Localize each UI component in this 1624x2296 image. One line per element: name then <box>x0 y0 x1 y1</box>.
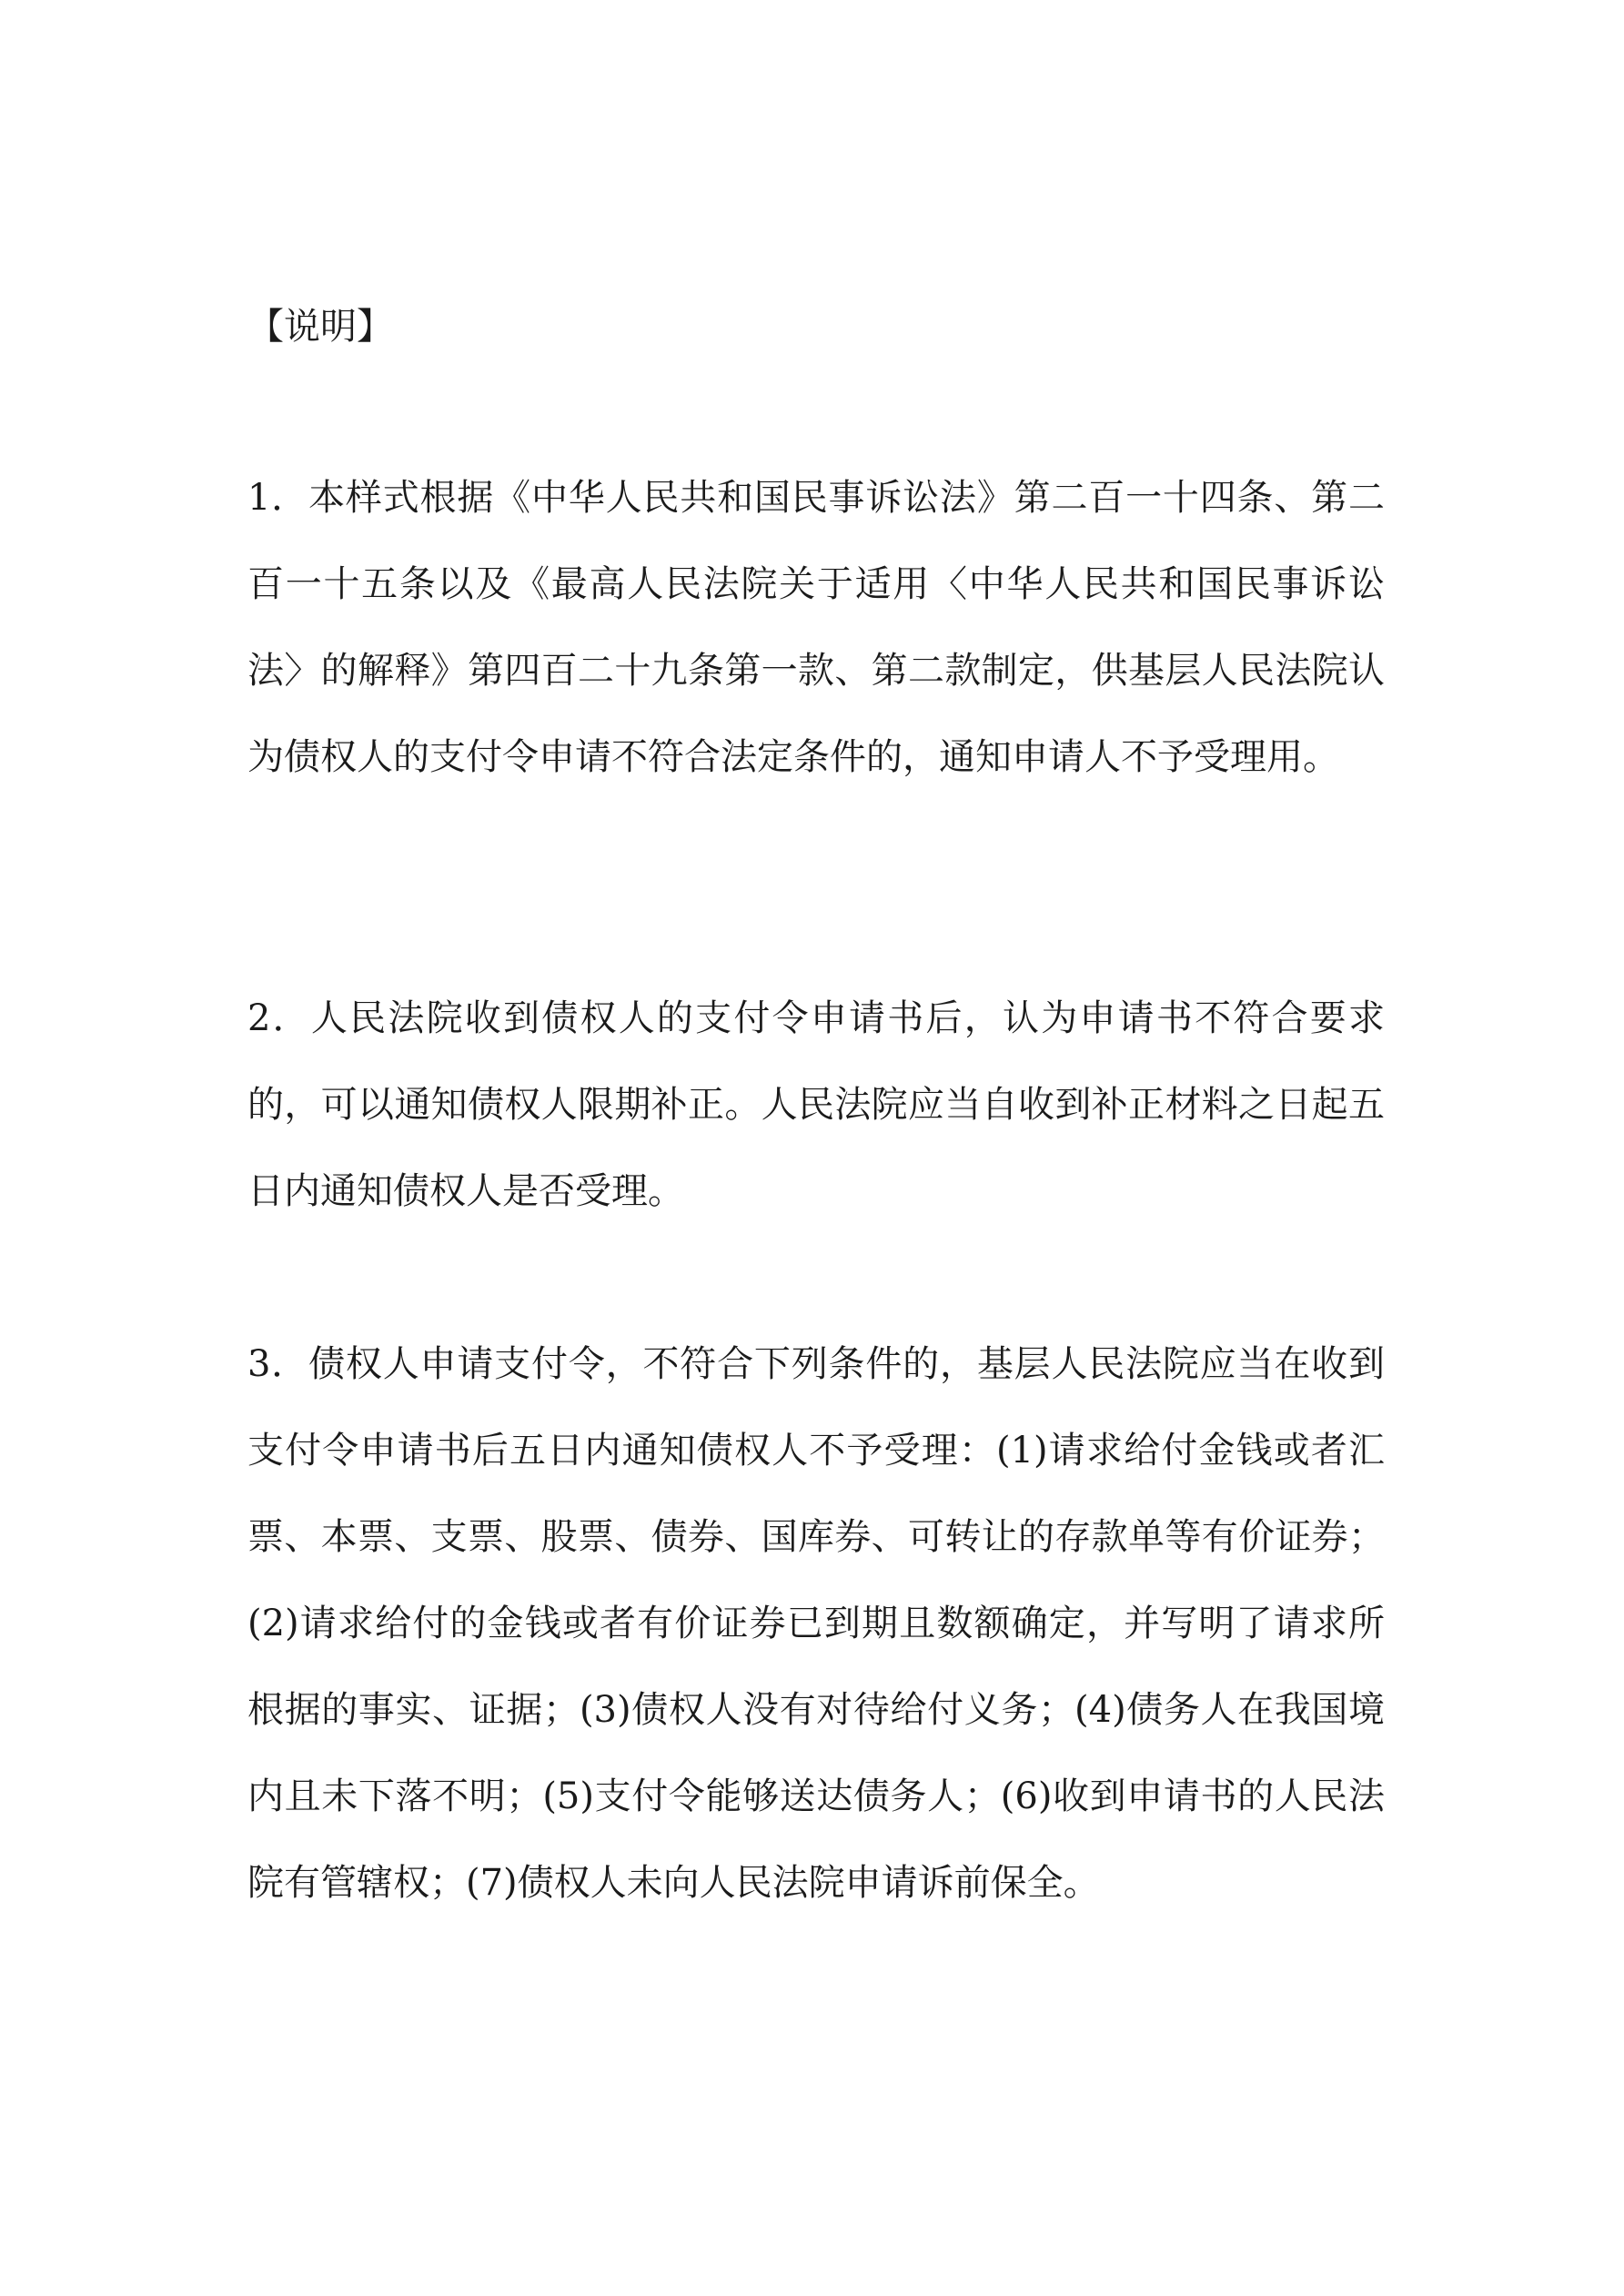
section-heading: 【说明】 <box>247 306 393 348</box>
paragraph-2: 2．人民法院收到债权人的支付令申请书后，认为申请书不符合要求的，可以通知债权人限期补正。人民法院应当自收到补正材料之日起五日内通知债权人是否受理。 <box>247 997 1385 1212</box>
paragraph-1: 1．本样式根据《中华人民共和国民事诉讼法》第二百一十四条、第二百一十五条以及《最高人民法院关于适用〈中华人民共和国民事诉讼法〉的解释》第四百二十九条第一款、第二款制定，供基层人民法院认为债权人的支付令申请不符合法定条件的，通知申请人不予受理用。 <box>247 477 1385 778</box>
paragraph-3: 3．债权人申请支付令，不符合下列条件的，基层人民法院应当在收到支付令申请书后五日内通知债权人不予受理：(1)请求给付金钱或者汇票、本票、支票、股票、债券、国库券、可转让的存款单等有价证券；(2)请求给付的金钱或者有价证券已到期且数额确定，并写明了请求所根据的事实、证据；(3)债权人没有对待给付义务；(4)债务人在我国境内且未下落不明；(5)支付令能够送达债务人；(6)收到申请书的人民法院有管辖权；(7)债权人未向人民法院申请诉前保全。 <box>247 1343 1385 1904</box>
